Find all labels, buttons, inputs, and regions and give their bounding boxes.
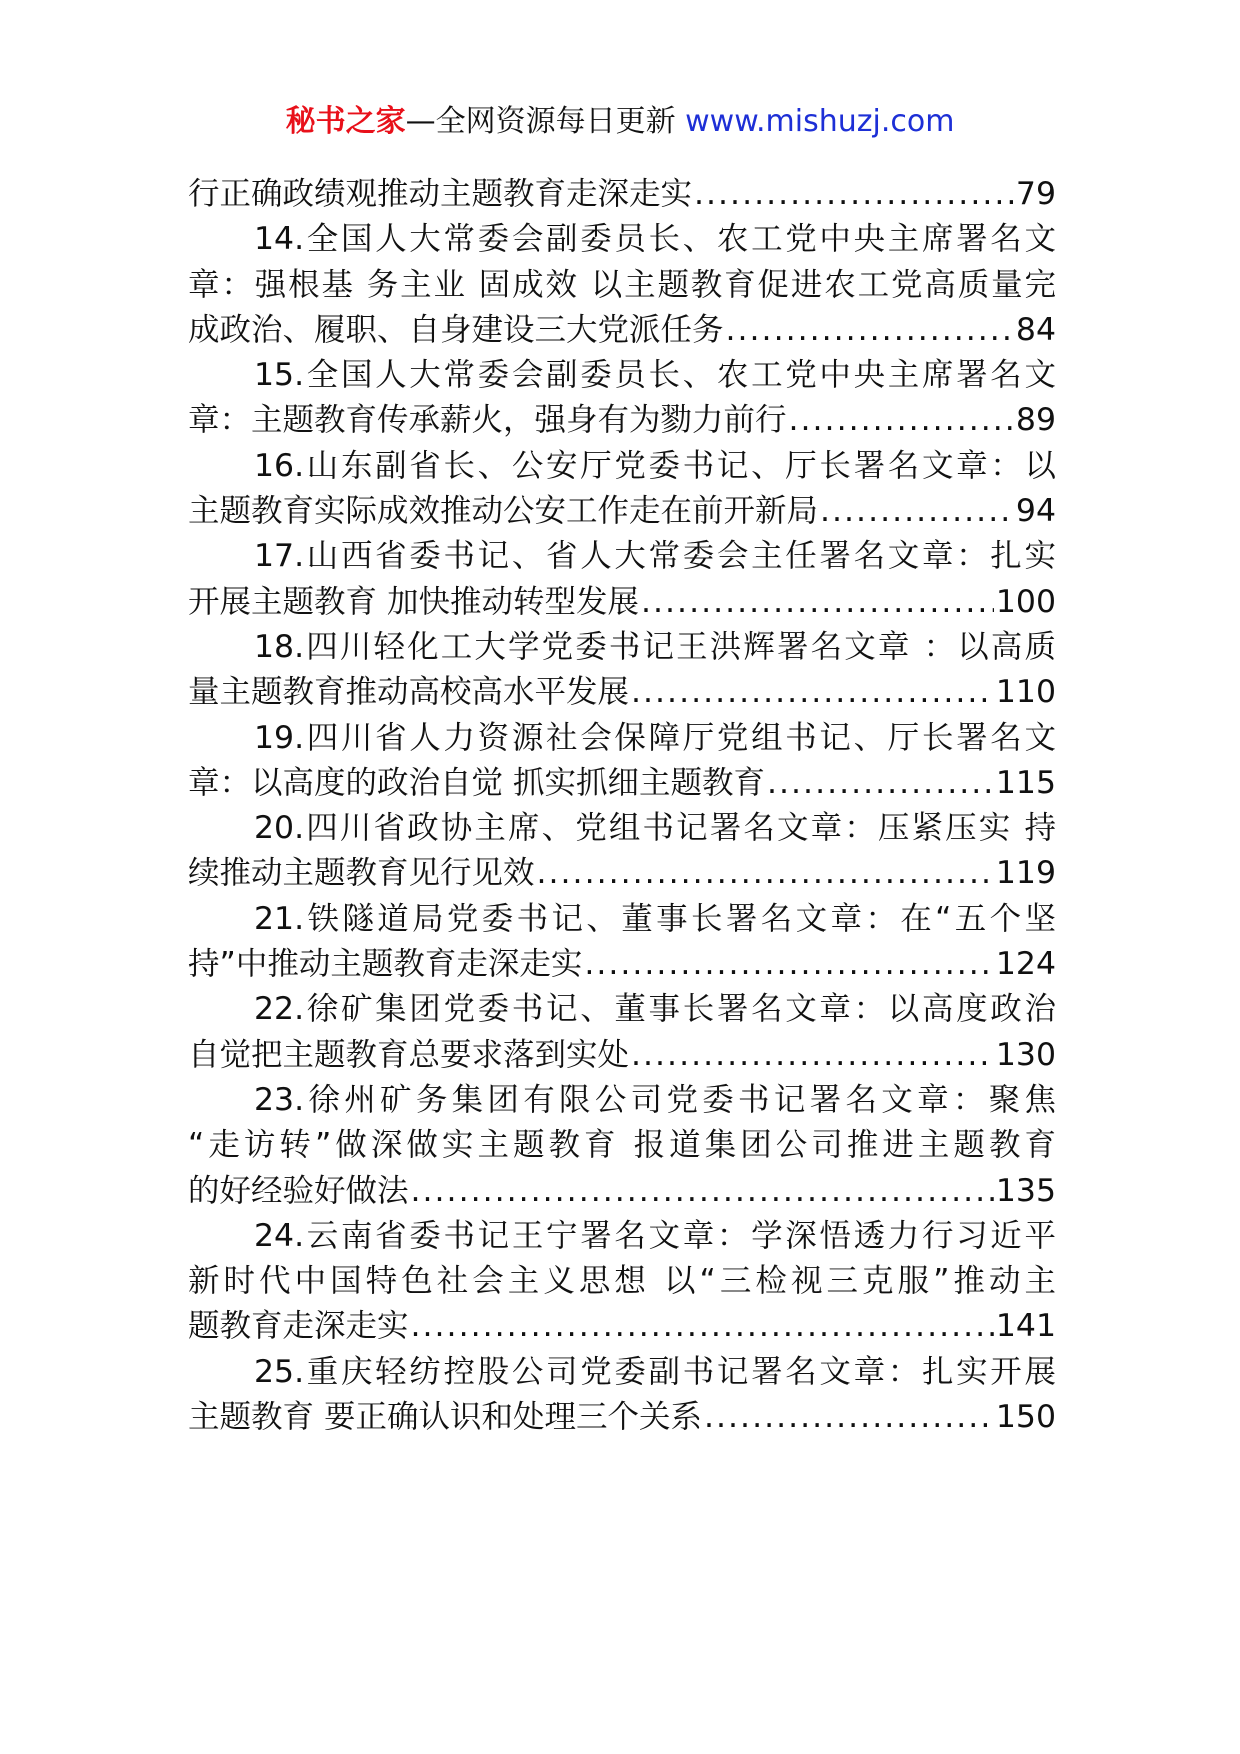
site-header bbox=[0, 102, 1240, 142]
toc-entry[interactable] bbox=[188, 1350, 1056, 1441]
dot-leader bbox=[411, 1304, 994, 1349]
toc-page-number: 100 bbox=[995, 583, 1056, 620]
table-of-contents bbox=[188, 172, 1056, 1440]
dot-leader bbox=[704, 1395, 994, 1440]
toc-entry-text: 续推动主题教育见行见效 bbox=[188, 855, 535, 892]
toc-entry-text: 持”中推动主题教育走深走实 bbox=[188, 946, 583, 983]
toc-entry-line: 新时代中国特色社会主义思想 以“三检视三克服”推动主 bbox=[188, 1263, 1056, 1300]
dot-leader bbox=[411, 1169, 994, 1214]
site-url-link[interactable]: www.mishuzj.com bbox=[685, 104, 955, 139]
toc-entry-line: “走访转”做深做实主题教育 报道集团公司推进主题教育 bbox=[188, 1127, 1056, 1164]
toc-entry-line: 15.全国人大常委会副委员长、农工党中央主席署名文 bbox=[254, 357, 1056, 394]
toc-entry-last-line bbox=[188, 398, 1056, 443]
toc-entry-last-line bbox=[188, 1169, 1056, 1214]
toc-entry[interactable] bbox=[188, 217, 1056, 353]
toc-entry-last-line bbox=[188, 670, 1056, 715]
toc-page-number: 89 bbox=[1015, 402, 1056, 439]
toc-entry-last-line bbox=[188, 308, 1056, 353]
toc-entry-tail[interactable] bbox=[188, 172, 1056, 217]
toc-entry-text: 章：主题教育传承薪火，强身有为勠力前行 bbox=[188, 402, 787, 439]
dot-leader bbox=[631, 1033, 994, 1078]
toc-entry-line: 23.徐州矿务集团有限公司党委书记署名文章：聚焦 bbox=[254, 1081, 1056, 1118]
toc-page-number: 135 bbox=[995, 1172, 1056, 1209]
toc-entry-text: 主题教育 要正确认识和处理三个关系 bbox=[188, 1399, 703, 1436]
toc-entry-last-line bbox=[188, 851, 1056, 896]
toc-entry-text: 开展主题教育 加快推动转型发展 bbox=[188, 583, 640, 620]
toc-entry[interactable] bbox=[188, 806, 1056, 897]
toc-entry-line: 14.全国人大常委会副委员长、农工党中央主席署名文 bbox=[254, 221, 1056, 258]
toc-entry-line: 20.四川省政协主席、党组书记署名文章：压紧压实 持 bbox=[254, 810, 1056, 847]
toc-entry-line: 25.重庆轻纺控股公司党委副书记署名文章：扎实开展 bbox=[254, 1353, 1056, 1390]
toc-entry-line: 章：强根基 务主业 固成效 以主题教育促进农工党高质量完 bbox=[188, 266, 1056, 303]
toc-entry[interactable] bbox=[188, 716, 1056, 807]
toc-entry[interactable] bbox=[188, 444, 1056, 535]
dot-leader bbox=[726, 308, 1014, 353]
toc-page-number: 130 bbox=[995, 1036, 1056, 1073]
toc-entry[interactable] bbox=[188, 353, 1056, 444]
toc-entry-text: 成政治、履职、自身建设三大党派任务 bbox=[188, 311, 724, 348]
toc-entry-line: 19.四川省人力资源社会保障厅党组书记、厅长署名文 bbox=[254, 719, 1056, 756]
toc-entry[interactable] bbox=[188, 987, 1056, 1078]
toc-entry-text: 自觉把主题教育总要求落到实处 bbox=[188, 1036, 630, 1073]
header-tagline: —全网资源每日更新 bbox=[405, 104, 686, 139]
toc-entry-last-line bbox=[188, 1395, 1056, 1440]
toc-page-number: 115 bbox=[995, 764, 1056, 801]
toc-page-number: 141 bbox=[995, 1308, 1056, 1345]
toc-entry-line: 22.徐矿集团党委书记、董事长署名文章：以高度政治 bbox=[254, 991, 1056, 1028]
toc-entry-text: 的好经验好做法 bbox=[188, 1172, 409, 1209]
dot-leader bbox=[789, 398, 1014, 443]
toc-entry-text: 章：以高度的政治自觉 抓实抓细主题教育 bbox=[188, 764, 766, 801]
toc-entry-line: 17.山西省委书记、省人大常委会主任署名文章：扎实 bbox=[254, 538, 1056, 575]
dot-leader bbox=[767, 761, 994, 806]
toc-entry[interactable] bbox=[188, 625, 1056, 716]
dot-leader bbox=[584, 942, 994, 987]
toc-entry-line: 24.云南省委书记王宁署名文章：学深悟透力行习近平 bbox=[254, 1217, 1056, 1254]
toc-page-number: 150 bbox=[995, 1399, 1056, 1436]
toc-entry[interactable] bbox=[188, 1078, 1056, 1214]
brand-name: 秘书之家 bbox=[285, 104, 406, 139]
dot-leader bbox=[820, 489, 1014, 534]
toc-entry-text: 主题教育实际成效推动公安工作走在前开新局 bbox=[188, 493, 819, 530]
toc-entry[interactable] bbox=[188, 1214, 1056, 1350]
toc-entry-line: 18.四川轻化工大学党委书记王洪辉署名文章 ：以高质 bbox=[254, 628, 1056, 665]
toc-page-number: 79 bbox=[1015, 176, 1056, 212]
toc-entry-line: 21.铁隧道局党委书记、董事长署名文章：在“五个坚 bbox=[254, 900, 1056, 937]
dot-leader bbox=[537, 851, 994, 896]
toc-entry-last-line bbox=[188, 1033, 1056, 1078]
toc-entry-line: 16.山东副省长、公安厅党委书记、厅长署名文章：以 bbox=[254, 447, 1056, 484]
toc-page-number: 110 bbox=[995, 674, 1056, 711]
toc-entry-last-line bbox=[188, 489, 1056, 534]
toc-entry-text: 题教育走深走实 bbox=[188, 1308, 409, 1345]
toc-entry-last-line bbox=[188, 580, 1056, 625]
toc-entry-last-line bbox=[188, 761, 1056, 806]
toc-page-number: 124 bbox=[995, 946, 1056, 983]
toc-page-number: 84 bbox=[1015, 311, 1056, 348]
toc-entry[interactable] bbox=[188, 897, 1056, 988]
dot-leader bbox=[641, 580, 994, 625]
dot-leader bbox=[694, 172, 1014, 217]
toc-entry-last-line bbox=[188, 942, 1056, 987]
toc-entry[interactable] bbox=[188, 534, 1056, 625]
toc-page-number: 94 bbox=[1015, 493, 1056, 530]
toc-page-number: 119 bbox=[995, 855, 1056, 892]
toc-entry-text: 行正确政绩观推动主题教育走深走实 bbox=[188, 176, 693, 212]
toc-entry-last-line bbox=[188, 1304, 1056, 1349]
toc-entry-text: 量主题教育推动高校高水平发展 bbox=[188, 674, 630, 711]
dot-leader bbox=[631, 670, 994, 715]
